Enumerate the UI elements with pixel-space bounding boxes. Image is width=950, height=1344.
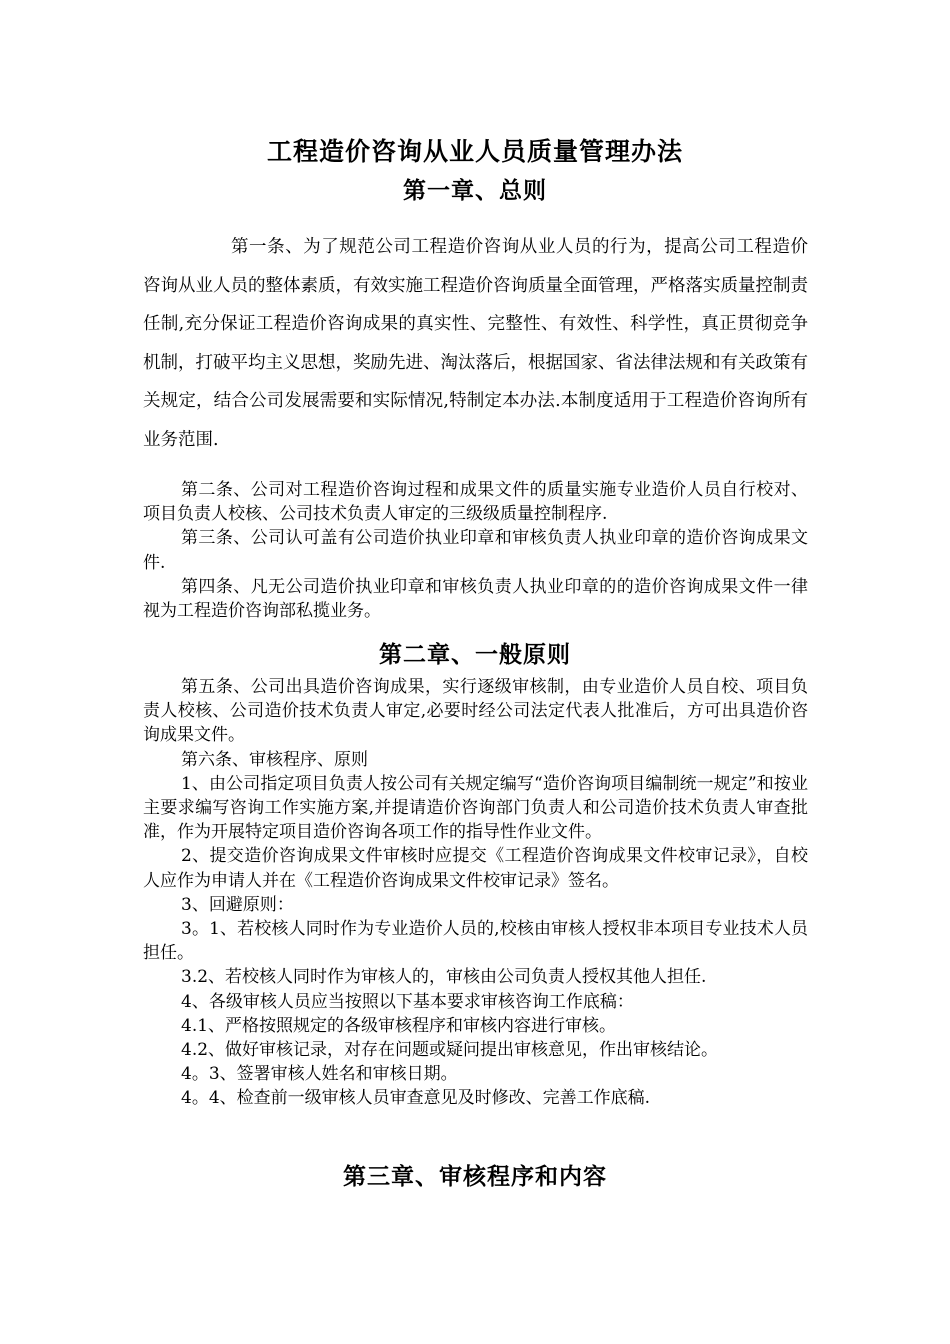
article-4: 第四条、凡无公司造价执业印章和审核负责人执业印章的的造价咨询成果文件一律视为工程造价咨询部私揽业务。 <box>143 576 808 622</box>
paragraph: 第五条、公司出具造价咨询成果，实行逐级审核制，由专业造价人员自校、项目负责人校核、公司造价技术负责人审定,必要时经公司法定代表人批准后，方可出具造价咨询成果文件。 <box>143 677 808 746</box>
chapter-2-heading: 第二章、一般原则 <box>379 641 571 668</box>
paragraph: 3.2、若校核人同时作为审核人的，审核由公司负责人授权其他人担任. <box>181 967 707 988</box>
paragraph: 3、回避原则： <box>181 894 294 915</box>
articles-2-4 <box>143 478 808 623</box>
paragraph: 第六条、审核程序、原则 <box>181 749 368 770</box>
article-1: 第一条、为了规范公司工程造价咨询从业人员的行为，提高公司工程造价咨询从业人员的整体素质，有效实施工程造价咨询质量全面管理，严格落实质量控制责任制,充分保证工程造价咨询成果的真实性、完整性、有效性、科学性，真正贯彻竞争机制，打破平均主义思想，奖励先进、淘汰落后，根据国家、省法律法规和有关政策有关规定，结合公司发展需要和实际情况,特制定本办法.本制度适用于工程造价咨询所有业务范围. <box>143 237 808 450</box>
paragraph: 1、由公司指定项目负责人按公司有关规定编写“造价咨询项目编制统一规定”和按业主要求编写咨询工作实施方案,并提请造价咨询部门负责人和公司造价技术负责人审查批准，作为开展特定项目造价咨询各项工作的指导性作业文件。 <box>143 773 808 843</box>
paragraph: 4.2、做好审核记录，对存在问题或疑问提出审核意见，作出审核结论。 <box>181 1040 719 1061</box>
paragraph: 4、各级审核人员应当按照以下基本要求审核咨询工作底稿： <box>181 991 634 1012</box>
paragraph: 4.1、严格按照规定的各级审核程序和审核内容进行审核。 <box>181 1015 617 1036</box>
paragraph: 4。3、签署审核人姓名和审核日期。 <box>181 1064 458 1085</box>
chapter-3-heading: 第三章、审核程序和内容 <box>343 1163 607 1190</box>
paragraph: 4。4、检查前一级审核人员审查意见及时修改、完善工作底稿. <box>181 1088 651 1109</box>
article-3: 第三条、公司认可盖有公司造价执业印章和审核负责人执业印章的造价咨询成果文件. <box>143 528 808 573</box>
chapter-2-body <box>143 675 808 1111</box>
document-title: 工程造价咨询从业人员质量管理办法 <box>266 137 683 166</box>
chapter-1-heading: 第一章、总则 <box>403 177 547 204</box>
paragraph: 3。1、若校核人同时作为专业造价人员的,校核由审核人授权非本项目专业技术人员担任。 <box>143 919 808 964</box>
paragraph: 2、提交造价咨询成果文件审核时应提交《工程造价咨询成果文件校审记录》，自校人应作为申请人并在《工程造价咨询成果文件校审记录》签名。 <box>143 846 808 891</box>
article-2: 第二条、公司对工程造价咨询过程和成果文件的质量实施专业造价人员自行校对、项目负责人校核、公司技术负责人审定的三级级质量控制程序. <box>143 480 808 525</box>
